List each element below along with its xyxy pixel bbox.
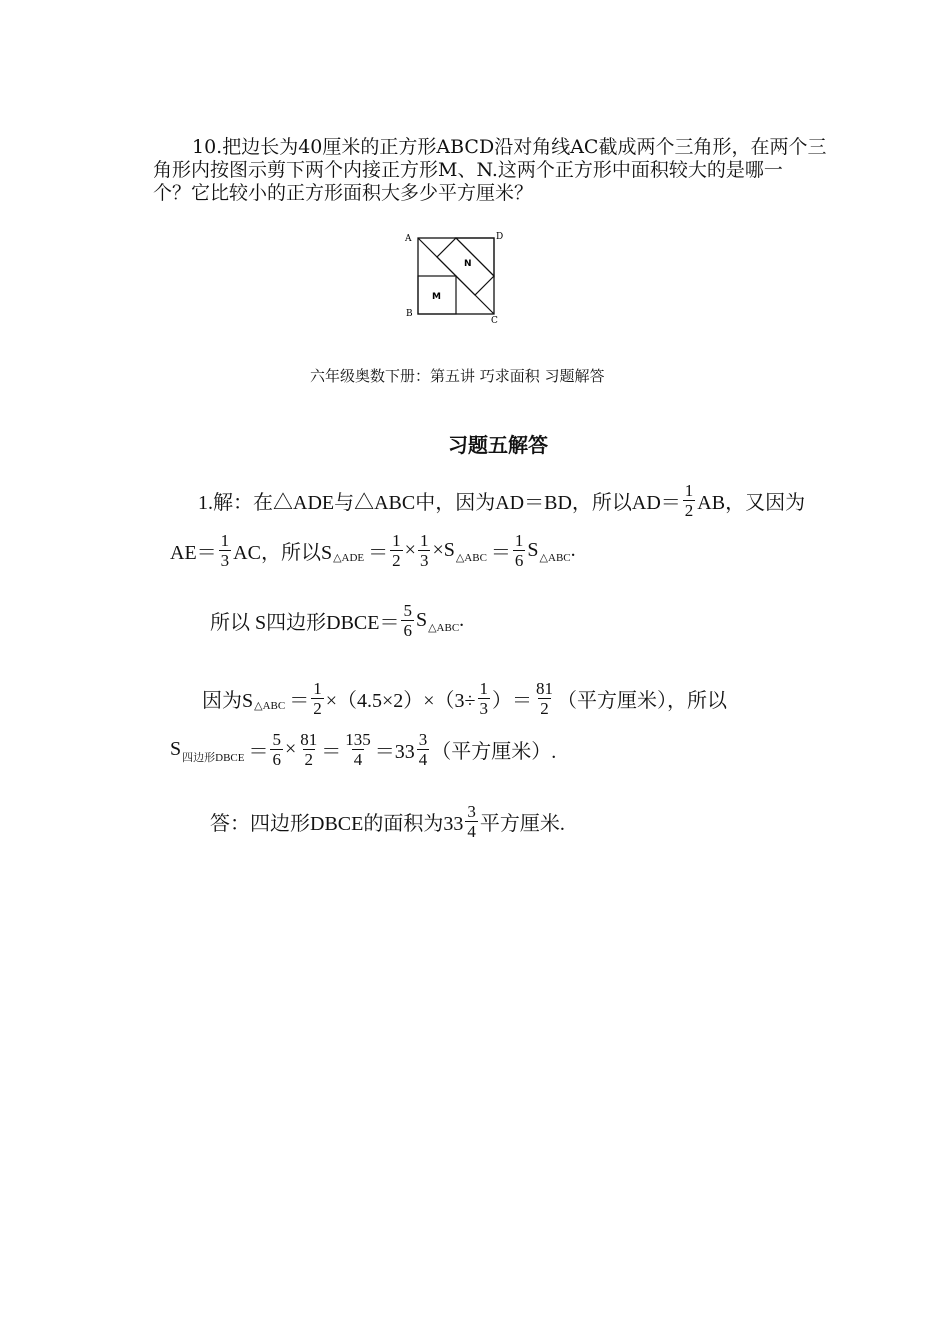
frac-den: 4 xyxy=(353,750,363,769)
frac-num: 1 xyxy=(220,531,230,550)
l4-text-b: ×（4.5×2）×（3÷ xyxy=(325,690,476,712)
equals: ＝ xyxy=(289,690,310,712)
frac-num: 5 xyxy=(272,730,281,749)
l1-text-a: 1.解：在△ADE与△ABC中，因为AD＝BD，所以AD＝ xyxy=(198,492,681,514)
l3-text-a: 所以 S四边形DBCE＝ xyxy=(210,612,400,634)
fraction xyxy=(270,731,283,768)
square-figure xyxy=(400,226,510,326)
subscript: 四边形DBCE xyxy=(182,751,245,764)
frac-den: 3 xyxy=(419,551,429,570)
l5-text-end: （平方厘米）. xyxy=(431,741,557,763)
label-a: A xyxy=(405,234,412,244)
l1-text-b: AB，又因为 xyxy=(697,492,806,514)
frac-num: 1 xyxy=(514,531,524,550)
frac-den: 6 xyxy=(403,621,412,640)
times: × xyxy=(284,738,297,760)
frac-den: 2 xyxy=(313,699,322,718)
frac-num: 3 xyxy=(418,730,428,749)
s-symbol: S xyxy=(415,609,428,631)
l4-text-c: ）＝ xyxy=(492,690,533,712)
fraction xyxy=(311,680,324,717)
frac-num: 1 xyxy=(392,531,401,550)
frac-num: 1 xyxy=(419,531,429,550)
fraction xyxy=(390,532,403,569)
fraction xyxy=(534,680,555,717)
frac-den: 6 xyxy=(514,551,524,570)
solution-heading: 习题五解答 xyxy=(448,433,548,457)
frac-den: 4 xyxy=(467,822,476,841)
subscript: △ABC xyxy=(539,552,571,564)
frac-num: 1 xyxy=(684,481,694,500)
l4-text-d: （平方厘米），所以 xyxy=(557,690,728,712)
s-symbol: S xyxy=(170,738,182,760)
frac-num: 81 xyxy=(536,679,554,698)
frac-den: 2 xyxy=(540,699,549,718)
fraction xyxy=(401,602,414,639)
frac-num: 81 xyxy=(300,730,318,749)
period: . xyxy=(459,609,465,631)
problem-line-3: 个？它比较小的正方形面积大多少平方厘米？ xyxy=(153,182,534,204)
frac-num: 1 xyxy=(479,679,489,698)
fraction-half xyxy=(683,482,696,519)
answer-text-a: 答：四边形DBCE的面积为33 xyxy=(210,813,464,835)
frac-num: 5 xyxy=(403,601,412,620)
subscript: △ABC xyxy=(455,552,487,564)
subscript: △ABC xyxy=(428,622,460,634)
period: . xyxy=(570,539,576,561)
frac-den: 2 xyxy=(304,750,313,769)
solution-line-3 xyxy=(210,602,464,639)
frac-den: 6 xyxy=(272,750,281,769)
l2-text-a: AE＝ xyxy=(170,542,217,564)
label-d: D xyxy=(496,232,504,242)
problem-line-1: 10.把边长为40厘米的正方形ABCD沿对角线AC截成两个三角形，在两个三 xyxy=(192,136,827,158)
subscript: △ADE xyxy=(333,552,365,564)
fraction xyxy=(343,731,373,768)
fraction xyxy=(478,680,491,717)
fraction xyxy=(418,532,431,569)
times-s: ×S xyxy=(432,539,455,561)
label-n: N xyxy=(464,259,472,269)
solution-line-2 xyxy=(170,532,576,569)
s-symbol: S xyxy=(527,539,539,561)
equals: ＝ xyxy=(368,542,389,564)
fraction xyxy=(465,803,478,840)
l2-text-b: AC，所以S xyxy=(233,542,333,564)
l4-text-a: 因为S xyxy=(202,690,254,712)
label-m: M xyxy=(432,292,441,302)
solution-line-4 xyxy=(202,680,727,717)
label-b: B xyxy=(406,309,413,319)
frac-num: 3 xyxy=(467,802,476,821)
fraction xyxy=(417,731,430,768)
equals: ＝ xyxy=(490,542,511,564)
label-c: C xyxy=(491,316,498,326)
equals: ＝ xyxy=(248,741,269,763)
equals-mixed: ＝33 xyxy=(374,741,415,763)
solution-line-5 xyxy=(170,731,556,768)
section-caption: 六年级奥数下册：第五讲 巧求面积 习题解答 xyxy=(310,367,605,385)
frac-den: 2 xyxy=(392,551,401,570)
answer-text-b: 平方厘米. xyxy=(479,813,565,835)
times: × xyxy=(404,539,416,561)
frac-den: 3 xyxy=(220,551,230,570)
solution-line-1 xyxy=(198,482,805,519)
fraction xyxy=(219,532,232,569)
frac-den: 2 xyxy=(684,501,694,520)
problem-line-2: 角形内按图示剪下两个内接正方形M、N.这两个正方形中面积较大的是哪一 xyxy=(153,159,783,181)
frac-den: 4 xyxy=(418,750,428,769)
frac-den: 3 xyxy=(479,699,489,718)
frac-num: 1 xyxy=(313,679,322,698)
answer-line xyxy=(210,803,565,840)
subscript: △ABC xyxy=(254,700,286,712)
equals: ＝ xyxy=(321,741,342,763)
frac-num: 135 xyxy=(345,730,371,749)
fraction xyxy=(513,532,526,569)
fraction xyxy=(298,731,319,768)
